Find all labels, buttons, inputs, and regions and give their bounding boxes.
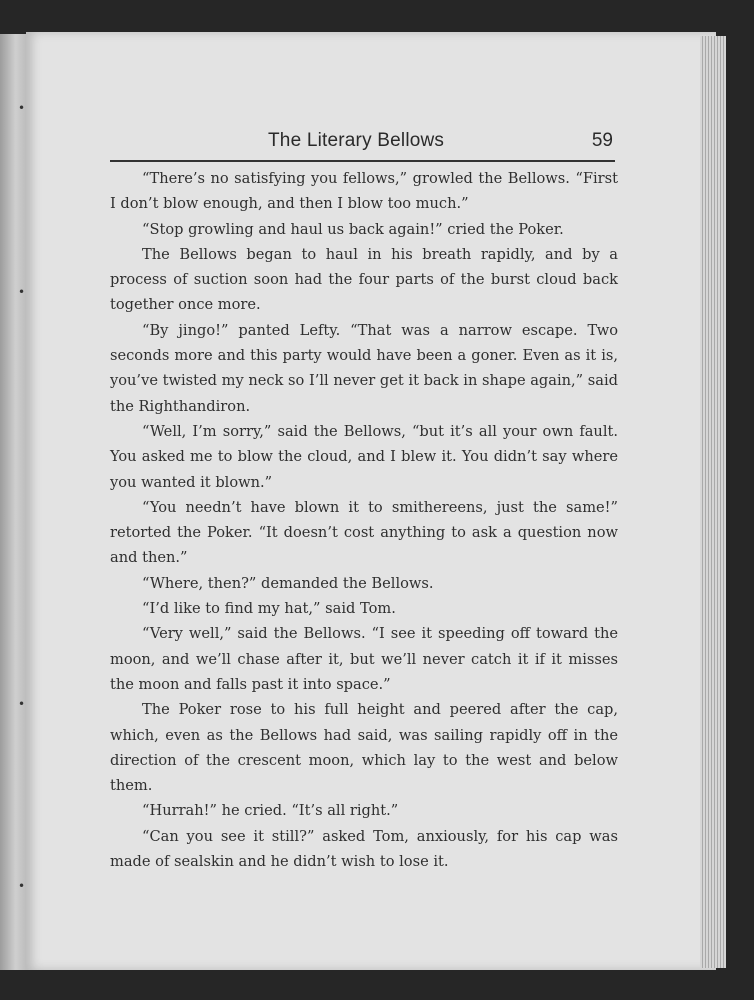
paragraph: “There’s no satisfying you fellows,” growled the Bellows. “First I don’t blow enough, and then I blow too much.”: [110, 170, 618, 213]
paragraph: “Hurrah!” he cried. “It’s all right.”: [142, 802, 399, 820]
paragraph: “You needn’t have blown it to smithereens, just the same!” retorted the Poker. “It doesn’t cost anything to ask a question now and then.”: [110, 498, 618, 567]
body-text: [110, 166, 618, 874]
binding-stitch-mark: •: [18, 697, 26, 711]
paragraph: “I’d like to find my hat,” said Tom.: [142, 600, 396, 618]
paragraph: “Very well,” said the Bellows. “I see it speeding off toward the moon, and we’ll chase after it, but we’ll never catch it if it misses the moon and falls past it into space.”: [110, 625, 618, 693]
page-number: 59: [591, 130, 613, 151]
paragraph: The Poker rose to his full height and peered after the cap, which, even as the Bellows had said, was sailing rapidly off in the direction of the crescent moon, which lay to the west and below them.: [110, 701, 618, 795]
binding-stitch-mark: •: [18, 879, 26, 893]
paragraph: “Stop growling and haul us back again!” cried the Poker.: [142, 220, 564, 238]
paragraph: The Bellows began to haul in his breath rapidly, and by a process of suction soon had the four parts of the burst cloud back together once more.: [110, 245, 618, 314]
paragraph: “By jingo!” panted Lefty. “That was a narrow escape. Two seconds more and this party would have been a goner. Even as it is, you’ve twisted my neck so I’ll never get it back in shape again,” said the Righthandiron.: [110, 321, 618, 415]
running-title: The Literary Bellows: [268, 130, 445, 151]
left-page-edge: [0, 34, 26, 970]
paragraph: “Where, then?” demanded the Bellows.: [142, 574, 434, 592]
paragraph: “Can you see it still?” asked Tom, anxiously, for his cap was made of sealskin and he didn’t wish to lose it.: [110, 827, 618, 871]
binding-stitch-mark: •: [18, 101, 26, 115]
page-stack-edge: [700, 36, 726, 968]
page-header: [110, 130, 615, 162]
paragraph: “Well, I’m sorry,” said the Bellows, “but it’s all your own fault. You asked me to blow the cloud, and I blew it. You didn’t say where you wanted it blown.”: [110, 422, 618, 491]
binding-stitch-mark: •: [18, 285, 26, 299]
